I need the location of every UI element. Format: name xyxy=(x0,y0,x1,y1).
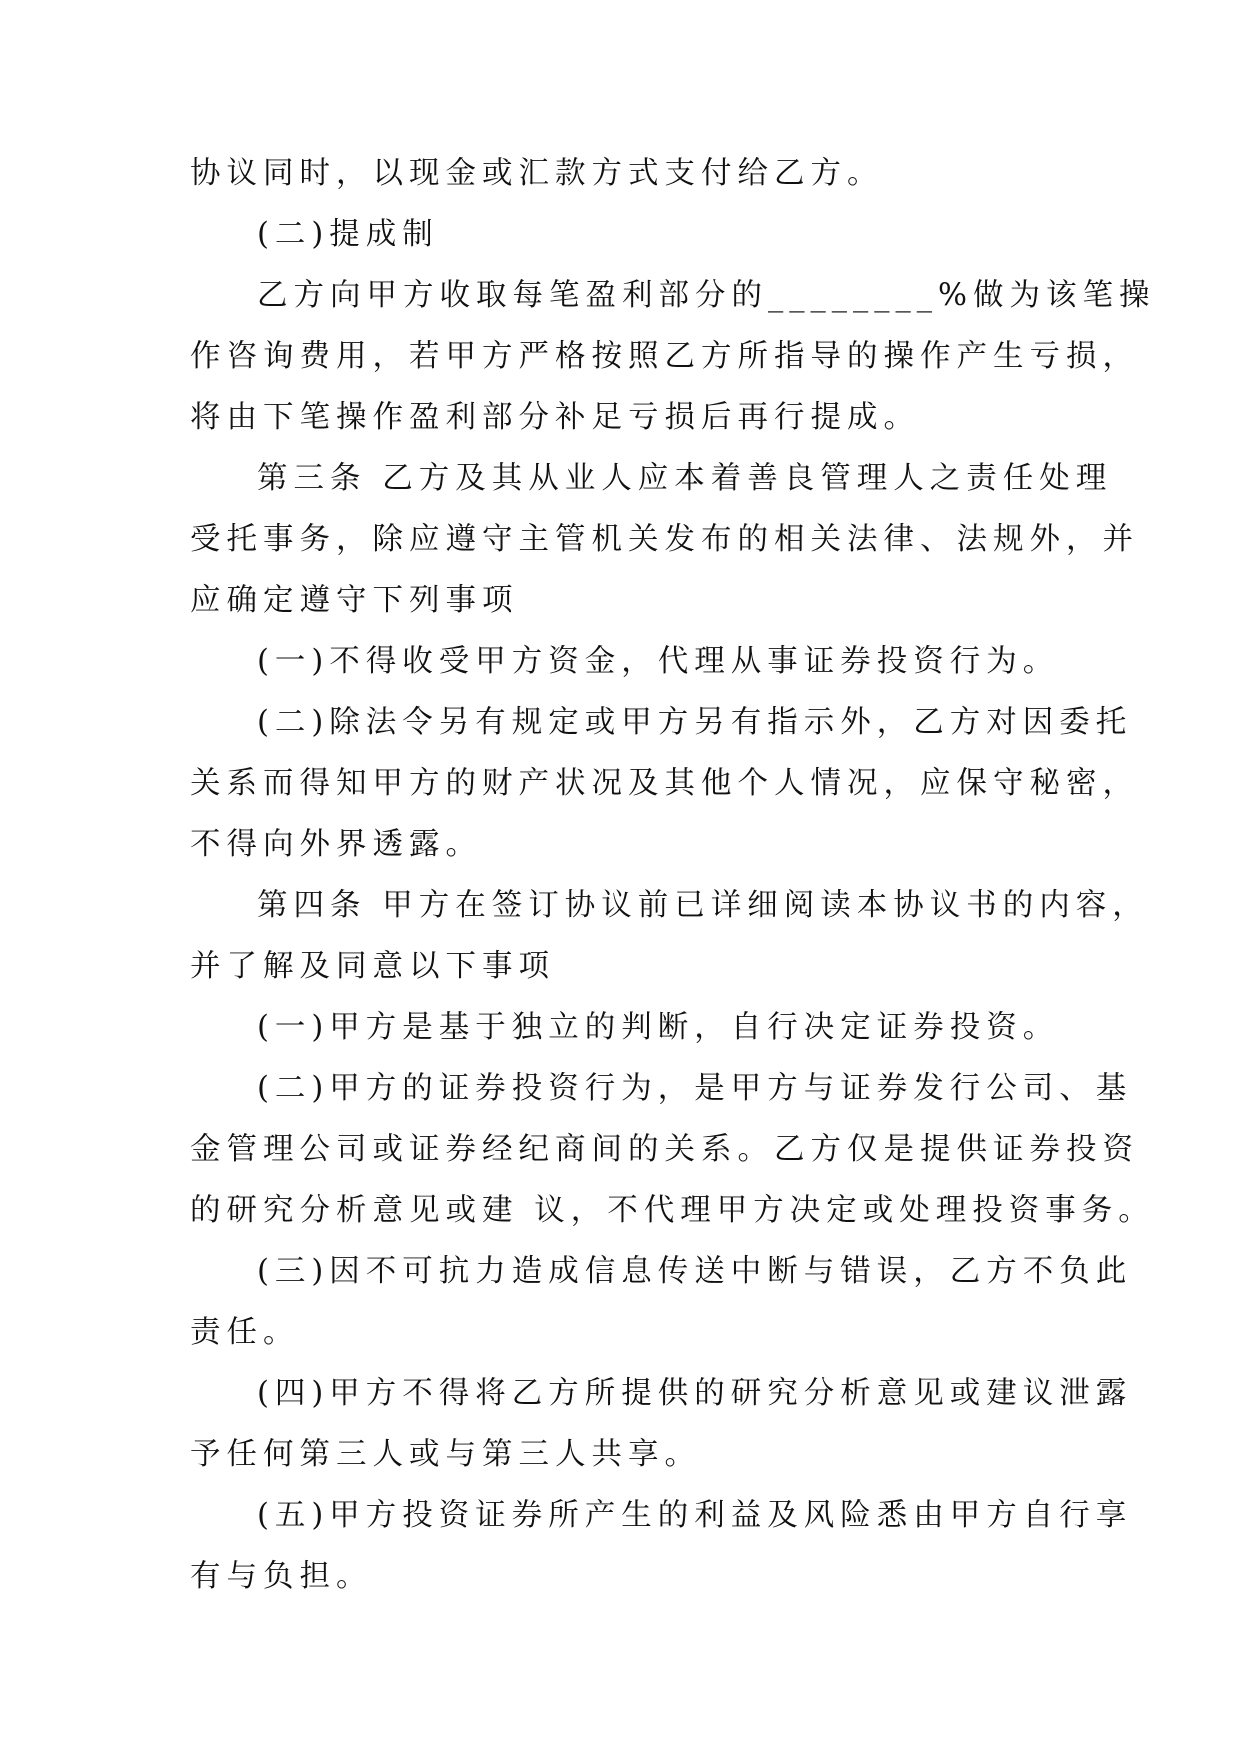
text-line: (五)甲方投资证券所产生的利益及风险悉由甲方自行享 xyxy=(257,1498,1133,1533)
text-line: (三)因不可抗力造成信息传送中断与错误，乙方不负此 xyxy=(257,1254,1133,1289)
document-page xyxy=(190,143,1156,1607)
paragraph xyxy=(190,143,1070,204)
text-line: (二)甲方的证券投资行为，是甲方与证券发行公司、基 xyxy=(257,1071,1133,1106)
text-line: (一)不得收受甲方资金，代理从事证券投资行为。 xyxy=(257,644,1060,679)
text-line: 的研究分析意见或建 议，不代理甲方决定或处理投资事务。 xyxy=(190,1193,1155,1228)
paragraph xyxy=(190,1241,1133,1363)
text-line: 不得向外界透露。 xyxy=(190,827,482,862)
paragraph xyxy=(190,1058,1155,1241)
text-line: 责任。 xyxy=(190,1315,300,1350)
text-line: 第四条 甲方在签订协议前已详细阅读本协议书的内容， xyxy=(257,888,1149,923)
text-line: 有与负担。 xyxy=(190,1559,373,1594)
text-line: 作咨询费用，若甲方严格按照乙方所指导的操作产生亏损， xyxy=(190,339,1139,374)
text-line: 并了解及同意以下事项 xyxy=(190,949,555,984)
paragraph xyxy=(190,1485,1133,1607)
text-line: 协议同时，以现金或汇款方式支付给乙方。 xyxy=(190,156,884,191)
paragraph xyxy=(190,204,1070,265)
paragraph xyxy=(190,1363,1133,1485)
text-line: 应确定遵守下列事项 xyxy=(190,583,519,618)
text-line: 关系而得知甲方的财产状况及其他个人情况，应保守秘密， xyxy=(190,766,1139,801)
text-line: (二)提成制 xyxy=(257,217,439,252)
text-line: (四)甲方不得将乙方所提供的研究分析意见或建议泄露 xyxy=(257,1376,1133,1411)
text-line: 予任何第三人或与第三人共享。 xyxy=(190,1437,701,1472)
text-line: 受托事务，除应遵守主管机关发布的相关法律、法规外，并 xyxy=(190,522,1139,557)
text-line: 乙方向甲方收取每笔盈利部分的________%做为该笔操 xyxy=(257,278,1156,313)
text-line: 将由下笔操作盈利部分补足亏损后再行提成。 xyxy=(190,400,920,435)
paragraph xyxy=(190,448,1139,631)
paragraph xyxy=(190,997,1070,1058)
paragraph xyxy=(190,265,1156,448)
paragraph xyxy=(190,692,1139,875)
text-line: (一)甲方是基于独立的判断，自行决定证券投资。 xyxy=(257,1010,1060,1045)
text-line: 第三条 乙方及其从业人应本着善良管理人之责任处理 xyxy=(257,461,1113,496)
text-line: (二)除法令另有规定或甲方另有指示外，乙方对因委托 xyxy=(257,705,1133,740)
paragraph xyxy=(190,631,1070,692)
paragraph xyxy=(190,875,1149,997)
text-line: 金管理公司或证券经纪商间的关系。乙方仅是提供证券投资 xyxy=(190,1132,1139,1167)
